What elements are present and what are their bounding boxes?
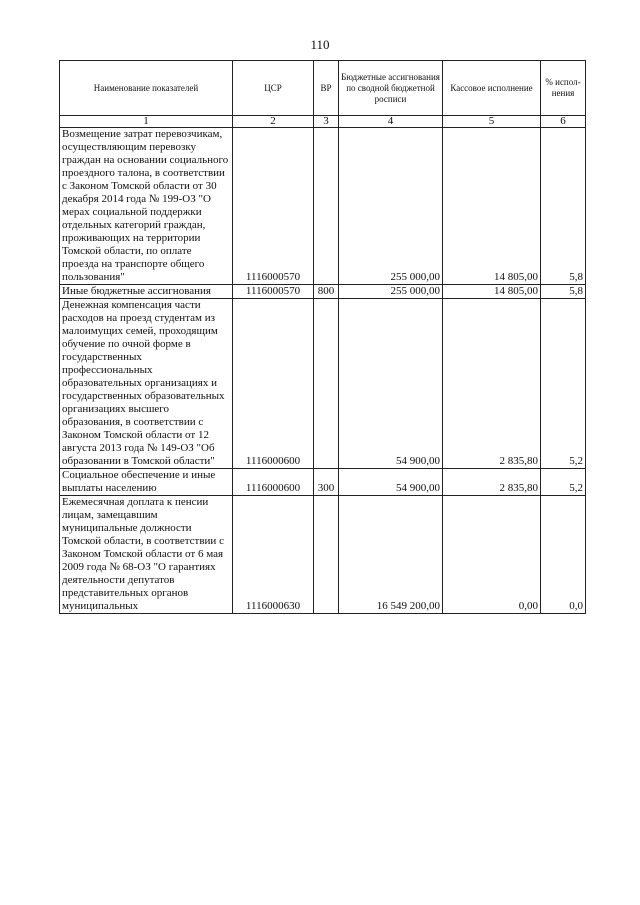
row-csr: 1116000600	[233, 469, 314, 496]
column-number-row	[60, 116, 586, 128]
row-vr: 800	[314, 285, 339, 299]
row-budget: 255 000,00	[339, 285, 443, 299]
row-cash: 2 835,80	[443, 299, 541, 469]
table-row	[60, 469, 586, 496]
header-csr: ЦСР	[233, 61, 314, 116]
row-vr	[314, 299, 339, 469]
row-cash: 14 805,00	[443, 128, 541, 285]
row-vr: 300	[314, 469, 339, 496]
header-budget: Бюджетные ассигнования по сводной бюджетной росписи	[339, 61, 443, 116]
table-row	[60, 299, 586, 469]
row-name: Ежемесячная доплата к пенсии лицам, замещавшим муниципальные должности Томской области, в соответствии с Законом Томской области от 6 мая 2009 года № 68-ОЗ "О гарантиях деятельности депутатов представительных органов муниципальных	[60, 496, 233, 614]
header-cash: Кассовое исполнение	[443, 61, 541, 116]
row-name: Возмещение затрат перевозчикам, осуществляющим перевозку граждан на основании социального проездного талона, в соответствии с Законом Томской области от 30 декабря 2014 года № 199-ОЗ "О мерах социальной поддержки отдельных категорий граждан, проживающих на территории Томской области, по оплате проезда на транспорте общего пользования"	[60, 128, 233, 285]
header-vr: ВР	[314, 61, 339, 116]
row-percent: 0,0	[541, 496, 586, 614]
table-row	[60, 496, 586, 614]
row-budget: 16 549 200,00	[339, 496, 443, 614]
table-row	[60, 128, 586, 285]
row-name: Иные бюджетные ассигнования	[60, 285, 233, 299]
column-number: 3	[314, 116, 339, 128]
column-number: 1	[60, 116, 233, 128]
row-percent: 5,8	[541, 285, 586, 299]
column-number: 5	[443, 116, 541, 128]
row-name: Социальное обеспечение и иные выплаты населению	[60, 469, 233, 496]
column-number: 6	[541, 116, 586, 128]
budget-execution-table	[59, 60, 586, 614]
row-budget: 54 900,00	[339, 469, 443, 496]
row-vr	[314, 128, 339, 285]
row-budget: 255 000,00	[339, 128, 443, 285]
row-vr	[314, 496, 339, 614]
column-number: 2	[233, 116, 314, 128]
row-percent: 5,2	[541, 299, 586, 469]
header-name: Наименование показателей	[60, 61, 233, 116]
header-row	[60, 61, 586, 116]
row-cash: 0,00	[443, 496, 541, 614]
row-percent: 5,2	[541, 469, 586, 496]
row-csr: 1116000570	[233, 285, 314, 299]
header-percent: % испол-нения	[541, 61, 586, 116]
row-name: Денежная компенсация части расходов на проезд студентам из малоимущих семей, проходящим обучение по очной форме в государственных профессиональных образовательных организациях и государственных образовательных организациях высшего образования, в соответствии с Законом Томской области от 12 августа 2013 года № 149-ОЗ "Об образовании в Томской области"	[60, 299, 233, 469]
row-percent: 5,8	[541, 128, 586, 285]
row-csr: 1116000630	[233, 496, 314, 614]
page-number: 110	[310, 37, 330, 52]
row-csr: 1116000570	[233, 128, 314, 285]
row-budget: 54 900,00	[339, 299, 443, 469]
row-cash: 14 805,00	[443, 285, 541, 299]
column-number: 4	[339, 116, 443, 128]
row-cash: 2 835,80	[443, 469, 541, 496]
table-row	[60, 285, 586, 299]
row-csr: 1116000600	[233, 299, 314, 469]
